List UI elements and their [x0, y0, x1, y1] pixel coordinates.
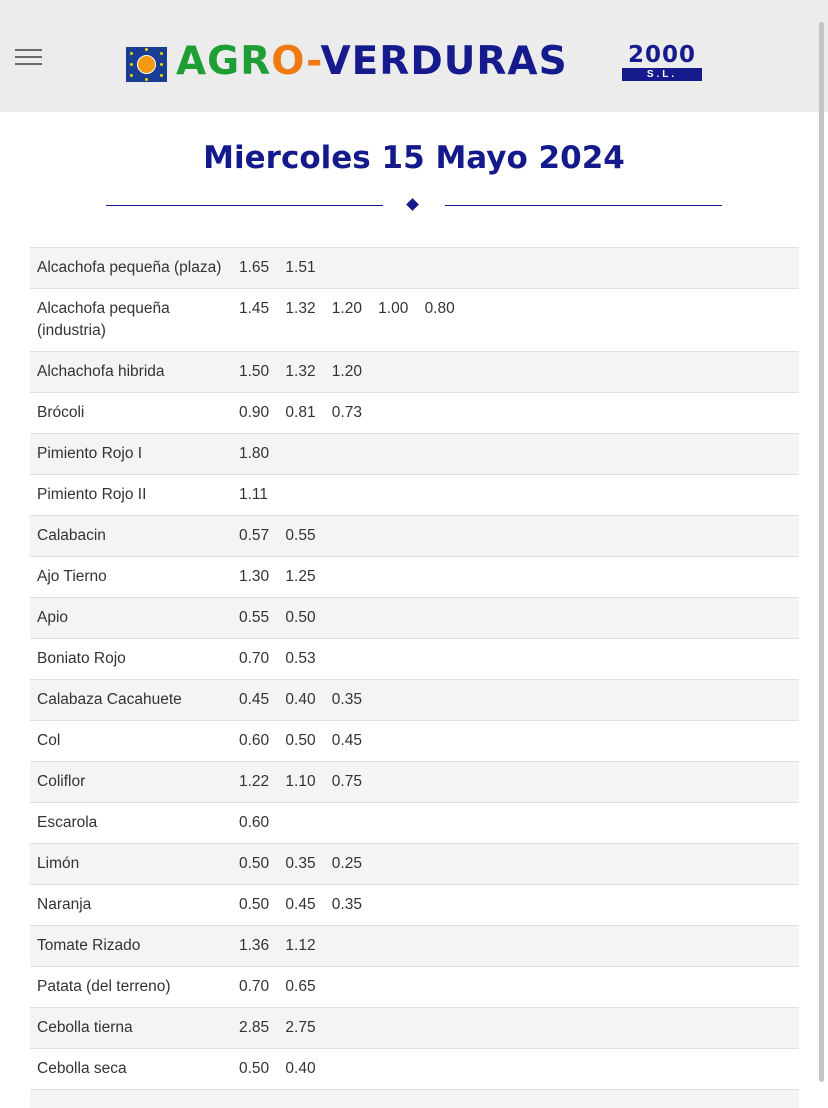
- product-name: Col: [37, 732, 61, 749]
- product-name: Escarola: [37, 814, 98, 831]
- product-prices: [237, 844, 378, 884]
- price-value: 0.40: [285, 1060, 316, 1077]
- product-prices: [237, 475, 285, 515]
- product-prices: [237, 516, 332, 556]
- table-row: [30, 720, 799, 761]
- logo-wordmark: AGRO-VERDURAS: [176, 39, 568, 84]
- price-value: 2.85: [239, 1019, 270, 1036]
- price-value: 0.80: [424, 300, 455, 317]
- price-value: 1.12: [285, 937, 316, 954]
- table-row: [30, 515, 799, 556]
- price-value: 0.70: [239, 650, 270, 667]
- price-value: 1.30: [239, 568, 270, 585]
- product-name: Pimiento Rojo II: [37, 486, 147, 503]
- price-value: 0.25: [331, 855, 362, 872]
- price-value: 1.50: [239, 363, 270, 380]
- price-value: 0.55: [239, 609, 270, 626]
- table-row: [30, 288, 799, 351]
- product-prices: [237, 557, 332, 597]
- price-value: 0.60: [239, 732, 270, 749]
- price-value: 0.55: [285, 527, 316, 544]
- product-prices: [237, 434, 285, 474]
- product-name: Calabacin: [37, 527, 106, 544]
- price-value: 0.70: [239, 978, 270, 995]
- table-row: [30, 433, 799, 474]
- table-row: [30, 556, 799, 597]
- table-row: [30, 966, 799, 1007]
- site-header: [0, 0, 828, 112]
- price-value: 0.45: [285, 896, 316, 913]
- diamond-icon: [406, 198, 419, 211]
- price-value: 1.80: [239, 445, 270, 462]
- table-row: [30, 679, 799, 720]
- price-value: 0.75: [331, 773, 362, 790]
- price-value: 0.50: [239, 896, 270, 913]
- price-value: 0.45: [331, 732, 362, 749]
- product-name: Cebolla tierna: [37, 1019, 133, 1036]
- table-row: [30, 1089, 799, 1108]
- price-value: 1.10: [285, 773, 316, 790]
- table-row: [30, 761, 799, 802]
- price-value: 2.75: [285, 1019, 316, 1036]
- price-table: [30, 247, 799, 1108]
- table-row: [30, 392, 799, 433]
- product-name: Calabaza Cacahuete: [37, 691, 182, 708]
- price-value: 1.00: [378, 300, 409, 317]
- product-prices: [237, 352, 378, 392]
- product-name: Limón: [37, 855, 80, 872]
- price-value: 1.20: [331, 300, 362, 317]
- price-value: 0.53: [285, 650, 316, 667]
- price-value: 1.32: [285, 300, 316, 317]
- price-value: 0.35: [285, 855, 316, 872]
- product-name: Coliflor: [37, 773, 86, 790]
- product-name: Brócoli: [37, 404, 85, 421]
- price-value: 0.35: [331, 896, 362, 913]
- page-title: Miercoles 15 Mayo 2024: [203, 140, 625, 176]
- table-row: [30, 1007, 799, 1048]
- table-row: [30, 802, 799, 843]
- title-divider-left: [106, 205, 383, 206]
- product-name: Apio: [37, 609, 69, 626]
- price-value: 0.65: [285, 978, 316, 995]
- hamburger-menu-icon[interactable]: [15, 47, 42, 69]
- price-value: 0.40: [285, 691, 316, 708]
- price-value: 0.50: [239, 855, 270, 872]
- table-row: [30, 597, 799, 638]
- table-row: [30, 1048, 799, 1089]
- product-prices: [237, 926, 332, 966]
- price-value: 0.57: [239, 527, 270, 544]
- price-value: 0.50: [239, 1060, 270, 1077]
- product-name: Alcachofa pequeña (plaza): [37, 259, 222, 276]
- product-name: Tomate Rizado: [37, 937, 141, 954]
- product-prices: [237, 1049, 332, 1089]
- product-name: [30, 1090, 237, 1108]
- table-row: [30, 843, 799, 884]
- price-value: 1.25: [285, 568, 316, 585]
- table-row: [30, 884, 799, 925]
- product-prices: [237, 598, 332, 638]
- product-prices: [237, 803, 285, 843]
- table-row: [30, 638, 799, 679]
- price-value: 1.20: [331, 363, 362, 380]
- price-value: 1.36: [239, 937, 270, 954]
- price-value: 0.73: [331, 404, 362, 421]
- product-name: Naranja: [37, 896, 92, 913]
- product-name: Alchachofa hibrida: [37, 363, 165, 380]
- price-value: 1.51: [285, 259, 316, 276]
- table-row: [30, 351, 799, 392]
- product-name: Pimiento Rojo I: [37, 445, 143, 462]
- table-row: [30, 925, 799, 966]
- product-prices: [237, 762, 378, 802]
- product-name: Boniato Rojo: [37, 650, 126, 667]
- product-prices: [237, 289, 471, 351]
- product-name: Patata (del terreno): [37, 978, 171, 995]
- table-row: [30, 474, 799, 515]
- price-value: 0.90: [239, 404, 270, 421]
- product-name: Cebolla seca: [37, 1060, 127, 1077]
- product-prices: [237, 1008, 332, 1048]
- price-value: 0.81: [285, 404, 316, 421]
- logo-badge: 2000 S.L.: [622, 46, 702, 82]
- price-value: 1.22: [239, 773, 270, 790]
- logo-emblem-icon: [126, 47, 167, 82]
- product-name: Alcachofa pequeña (industria): [37, 300, 170, 339]
- table-row: [30, 247, 799, 288]
- product-prices: [237, 721, 378, 761]
- price-value: 0.35: [331, 691, 362, 708]
- product-prices: [237, 885, 378, 925]
- price-value: 1.45: [239, 300, 270, 317]
- product-prices: [237, 248, 332, 288]
- price-value: 1.32: [285, 363, 316, 380]
- price-value: 1.65: [239, 259, 270, 276]
- product-prices: [237, 393, 378, 433]
- price-value: 0.60: [239, 814, 270, 831]
- price-value: 0.50: [285, 609, 316, 626]
- price-value: 0.45: [239, 691, 270, 708]
- product-name: Ajo Tierno: [37, 568, 107, 585]
- product-prices: [237, 680, 378, 720]
- agro-verduras-logo[interactable]: [126, 39, 706, 84]
- product-prices: [237, 967, 332, 1007]
- product-prices: [237, 639, 332, 679]
- price-value: 1.11: [239, 486, 269, 503]
- price-value: 0.50: [285, 732, 316, 749]
- title-divider-right: [445, 205, 722, 206]
- page-scrollbar[interactable]: [819, 22, 824, 1082]
- product-prices: [237, 1090, 239, 1108]
